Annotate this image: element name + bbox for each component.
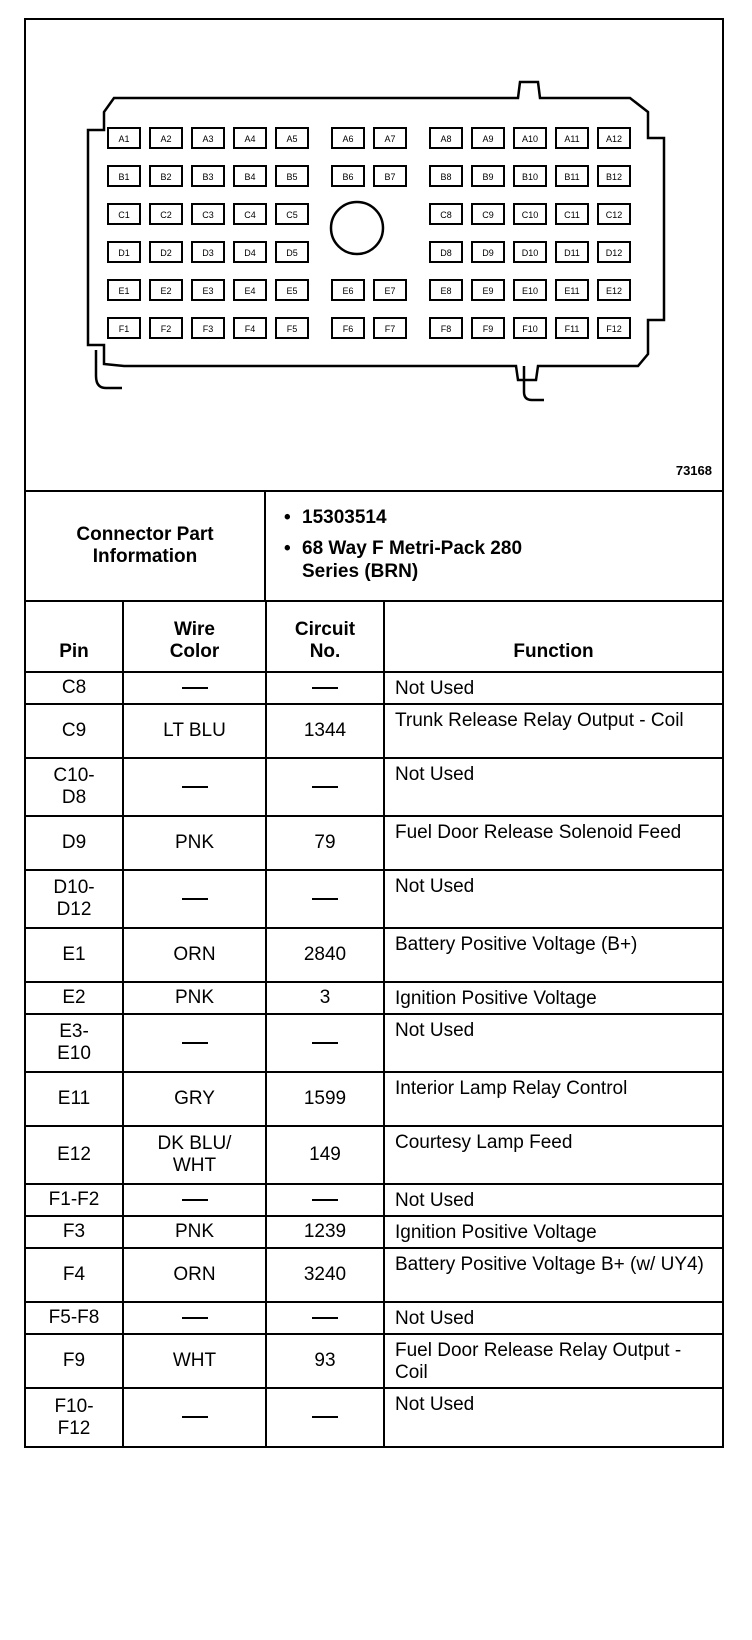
wire-color-cell: GRY — [123, 1072, 266, 1126]
pin-label-e5: E5 — [286, 286, 298, 296]
circuit-cell: 1344 — [266, 704, 384, 758]
empty-dash — [182, 1317, 208, 1319]
wire-color-cell — [123, 672, 266, 704]
part-number: 15303514 — [302, 507, 387, 528]
pin-label-b6: B6 — [342, 172, 354, 182]
pin-label-d3: D3 — [202, 248, 214, 258]
pin-label-e8: E8 — [440, 286, 452, 296]
table-row — [26, 816, 722, 870]
figure-number: 73168 — [675, 463, 712, 478]
function-cell: Battery Positive Voltage (B+) — [384, 928, 722, 982]
function-cell: Fuel Door Release Relay Output - Coil — [384, 1334, 722, 1388]
table-row — [26, 672, 722, 704]
wire-color-cell: PNK — [123, 816, 266, 870]
pin-label-f5: F5 — [286, 324, 298, 334]
part-info-label: Connector Part Information — [26, 492, 266, 600]
circuit-cell — [266, 1184, 384, 1216]
circuit-cell: 3 — [266, 982, 384, 1014]
pin-label-d11: D11 — [564, 248, 580, 258]
pin-label-a8: A8 — [440, 134, 452, 144]
connector-sheet — [24, 18, 724, 1448]
pin-label-c3: C3 — [202, 210, 214, 220]
pin-label-e7: E7 — [384, 286, 396, 296]
wire-color-cell: DK BLU/ WHT — [123, 1126, 266, 1184]
pin-cell: D9 — [26, 816, 123, 870]
pin-label-c10: C10 — [521, 210, 539, 220]
pin-label-a11: A11 — [564, 134, 580, 144]
circuit-cell — [266, 672, 384, 704]
pin-label-b4: B4 — [244, 172, 256, 182]
table-row — [26, 758, 722, 816]
wire-color-cell — [123, 758, 266, 816]
pin-label-b1: B1 — [118, 172, 130, 182]
pin-label-d10: D10 — [521, 248, 539, 258]
table-row — [26, 1388, 722, 1446]
pin-label-d9: D9 — [482, 248, 494, 258]
empty-dash — [182, 1042, 208, 1044]
pin-label-f12: F12 — [606, 324, 622, 334]
wire-color-cell: PNK — [123, 982, 266, 1014]
empty-dash — [312, 1317, 338, 1319]
pin-label-e2: E2 — [160, 286, 172, 296]
wire-color-cell — [123, 870, 266, 928]
pin-label-d4: D4 — [244, 248, 256, 258]
part-description: 68 Way F Metri-Pack 280 Series (BRN) — [302, 538, 523, 582]
pin-label-b7: B7 — [384, 172, 396, 182]
part-info-item — [284, 537, 722, 583]
pin-label-e3: E3 — [202, 286, 214, 296]
wire-color-cell — [123, 1388, 266, 1446]
table-body — [26, 672, 722, 1446]
table-row — [26, 1334, 722, 1388]
pin-cell: E1 — [26, 928, 123, 982]
wire-color-cell — [123, 1014, 266, 1072]
wire-color-cell — [123, 1184, 266, 1216]
circuit-cell — [266, 1388, 384, 1446]
part-info-item — [284, 506, 722, 529]
pin-label-c2: C2 — [160, 210, 172, 220]
pin-cell: F3 — [26, 1216, 123, 1248]
table-row — [26, 1216, 722, 1248]
pin-function-table — [26, 602, 722, 1446]
wire-color-cell: ORN — [123, 928, 266, 982]
pin-cell: E2 — [26, 982, 123, 1014]
pin-label-a10: A10 — [521, 134, 539, 144]
pin-label-a4: A4 — [244, 134, 256, 144]
empty-dash — [312, 898, 338, 900]
table-row — [26, 928, 722, 982]
pin-label-f1: F1 — [118, 324, 130, 334]
circuit-cell: 149 — [266, 1126, 384, 1184]
wire-color-cell: PNK — [123, 1216, 266, 1248]
pin-cell: E3- E10 — [26, 1014, 123, 1072]
pin-label-d12: D12 — [605, 248, 623, 258]
circuit-cell — [266, 758, 384, 816]
circuit-cell: 2840 — [266, 928, 384, 982]
function-cell: Not Used — [384, 1302, 722, 1334]
function-cell: Battery Positive Voltage B+ (w/ UY4) — [384, 1248, 722, 1302]
function-cell: Interior Lamp Relay Control — [384, 1072, 722, 1126]
pin-label-c1: C1 — [118, 210, 130, 220]
function-cell: Not Used — [384, 1388, 722, 1446]
empty-dash — [312, 786, 338, 788]
pin-cell: D10- D12 — [26, 870, 123, 928]
pin-label-a6: A6 — [342, 134, 354, 144]
pin-label-e6: E6 — [342, 286, 354, 296]
bullet-icon: • — [284, 538, 291, 559]
pin-label-e4: E4 — [244, 286, 256, 296]
pin-label-a9: A9 — [482, 134, 494, 144]
pin-cell: C8 — [26, 672, 123, 704]
circuit-cell: 3240 — [266, 1248, 384, 1302]
pin-label-c9: C9 — [482, 210, 494, 220]
wire-color-cell — [123, 1302, 266, 1334]
connector-face-diagram — [26, 20, 722, 490]
header-function: Function — [384, 602, 722, 672]
circuit-cell: 1599 — [266, 1072, 384, 1126]
pin-label-b9: B9 — [482, 172, 494, 182]
pin-label-b8: B8 — [440, 172, 452, 182]
part-info-list — [266, 492, 722, 600]
empty-dash — [312, 1199, 338, 1201]
wire-color-cell: ORN — [123, 1248, 266, 1302]
pin-label-f10: F10 — [522, 324, 538, 334]
table-row — [26, 982, 722, 1014]
pin-label-c4: C4 — [244, 210, 256, 220]
function-cell: Ignition Positive Voltage — [384, 1216, 722, 1248]
table-row — [26, 870, 722, 928]
pin-label-e11: E11 — [564, 286, 580, 296]
pin-label-e9: E9 — [482, 286, 494, 296]
function-cell: Ignition Positive Voltage — [384, 982, 722, 1014]
pin-label-a12: A12 — [605, 134, 623, 144]
pin-grid — [108, 128, 630, 338]
table-row — [26, 1126, 722, 1184]
pin-label-f11: F11 — [564, 324, 580, 334]
pin-label-f4: F4 — [244, 324, 256, 334]
pin-cell: E12 — [26, 1126, 123, 1184]
pin-label-a2: A2 — [160, 134, 172, 144]
table-row — [26, 1014, 722, 1072]
pin-label-b11: B11 — [564, 172, 580, 182]
pin-label-e1: E1 — [118, 286, 130, 296]
function-cell: Courtesy Lamp Feed — [384, 1126, 722, 1184]
empty-dash — [312, 687, 338, 689]
pin-label-d2: D2 — [160, 248, 172, 258]
empty-dash — [312, 1042, 338, 1044]
connector-part-information — [26, 492, 722, 602]
pin-label-c8: C8 — [440, 210, 452, 220]
pin-cell: F4 — [26, 1248, 123, 1302]
pin-label-b12: B12 — [605, 172, 623, 182]
function-cell: Fuel Door Release Solenoid Feed — [384, 816, 722, 870]
pin-label-f6: F6 — [342, 324, 354, 334]
table-header-row — [26, 602, 722, 672]
pin-label-e12: E12 — [605, 286, 623, 296]
circuit-cell: 1239 — [266, 1216, 384, 1248]
pin-label-a1: A1 — [118, 134, 130, 144]
pin-label-e10: E10 — [521, 286, 539, 296]
function-cell: Not Used — [384, 1184, 722, 1216]
table-row — [26, 1184, 722, 1216]
circuit-cell — [266, 1014, 384, 1072]
connector-figure — [26, 20, 722, 492]
pin-label-b10: B10 — [521, 172, 539, 182]
pin-cell: E11 — [26, 1072, 123, 1126]
function-cell: Not Used — [384, 870, 722, 928]
pin-label-c12: C12 — [605, 210, 623, 220]
header-circuit-no: Circuit No. — [266, 602, 384, 672]
empty-dash — [182, 1199, 208, 1201]
pin-label-f9: F9 — [482, 324, 494, 334]
function-cell: Not Used — [384, 758, 722, 816]
pin-cell: C9 — [26, 704, 123, 758]
pin-label-d5: D5 — [286, 248, 298, 258]
pin-label-f2: F2 — [160, 324, 172, 334]
pin-cell: C10- D8 — [26, 758, 123, 816]
bottom-latch-hook — [524, 366, 544, 400]
pin-label-b3: B3 — [202, 172, 214, 182]
header-pin: Pin — [26, 602, 123, 672]
pin-label-c11: C11 — [564, 210, 580, 220]
pin-label-d8: D8 — [440, 248, 452, 258]
pin-label-b5: B5 — [286, 172, 298, 182]
pin-label-d1: D1 — [118, 248, 130, 258]
empty-dash — [312, 1416, 338, 1418]
pin-label-b2: B2 — [160, 172, 172, 182]
empty-dash — [182, 786, 208, 788]
left-latch-hook — [96, 350, 122, 388]
wire-color-cell: WHT — [123, 1334, 266, 1388]
pin-cell: F5-F8 — [26, 1302, 123, 1334]
pin-cell: F1-F2 — [26, 1184, 123, 1216]
bullet-icon: • — [284, 507, 291, 528]
pin-label-a7: A7 — [384, 134, 396, 144]
function-cell: Not Used — [384, 1014, 722, 1072]
table-row — [26, 1302, 722, 1334]
empty-dash — [182, 1416, 208, 1418]
center-keying-hole — [331, 202, 383, 254]
pin-label-c5: C5 — [286, 210, 298, 220]
pin-label-f7: F7 — [384, 324, 396, 334]
empty-dash — [182, 687, 208, 689]
pin-label-a5: A5 — [286, 134, 298, 144]
pin-label-a3: A3 — [202, 134, 214, 144]
wire-color-cell: LT BLU — [123, 704, 266, 758]
pin-label-f3: F3 — [202, 324, 214, 334]
function-cell: Not Used — [384, 672, 722, 704]
circuit-cell: 93 — [266, 1334, 384, 1388]
circuit-cell — [266, 1302, 384, 1334]
table-row — [26, 704, 722, 758]
header-wire-color: Wire Color — [123, 602, 266, 672]
pin-cell: F10- F12 — [26, 1388, 123, 1446]
circuit-cell — [266, 870, 384, 928]
circuit-cell: 79 — [266, 816, 384, 870]
table-row — [26, 1248, 722, 1302]
pin-label-f8: F8 — [440, 324, 452, 334]
function-cell: Trunk Release Relay Output - Coil — [384, 704, 722, 758]
pin-cell: F9 — [26, 1334, 123, 1388]
table-row — [26, 1072, 722, 1126]
empty-dash — [182, 898, 208, 900]
